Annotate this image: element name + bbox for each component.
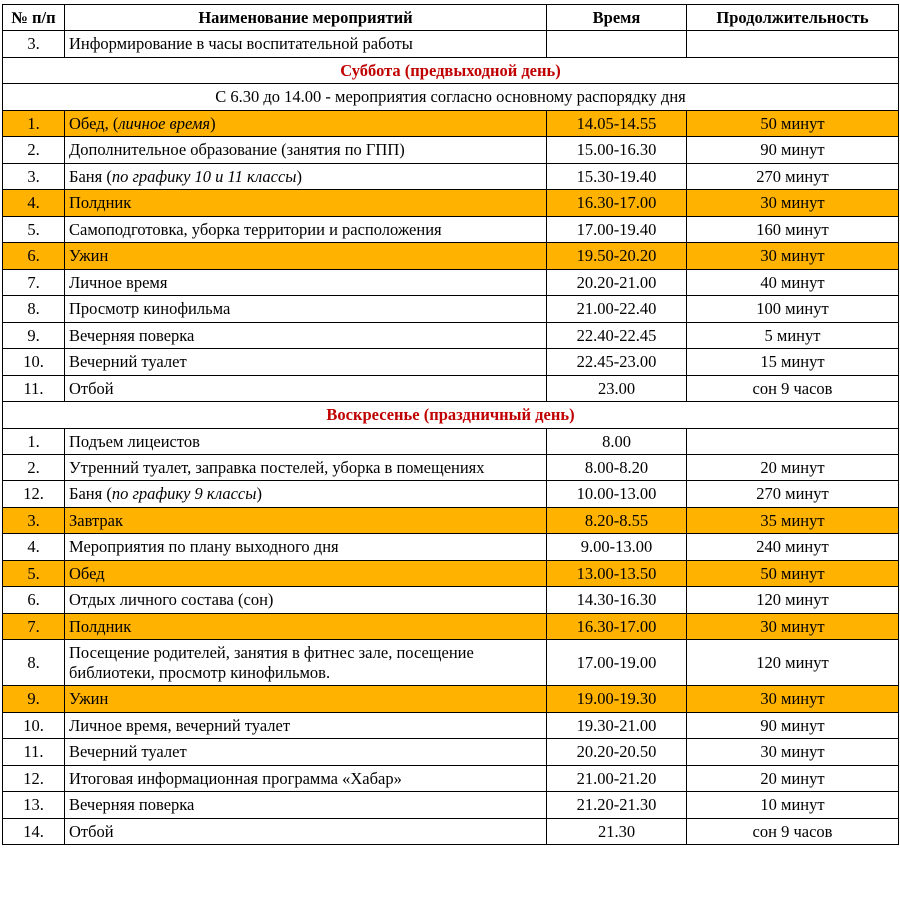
activity-name: Подъем лицеистов [65,428,547,454]
table-header-row [3,5,899,31]
activity-duration: 160 минут [687,216,899,242]
activity-duration: 40 минут [687,269,899,295]
activity-name: Информирование в часы воспитательной работы [65,31,547,57]
activity-name-note: личное время [118,113,211,133]
activity-duration: 90 минут [687,137,899,163]
row-number: 6. [3,587,65,613]
row-number: 8. [3,296,65,322]
activity-duration: 50 минут [687,560,899,586]
activity-name: Отбой [65,375,547,401]
table-row [3,322,899,348]
activity-duration: 240 минут [687,534,899,560]
activity-name-note: по графику 10 и 11 классы [111,166,297,186]
table-row [3,534,899,560]
activity-name: Полдник [65,613,547,639]
table-row [3,587,899,613]
row-number: 3. [3,163,65,189]
activity-duration: 270 минут [687,163,899,189]
row-number: 7. [3,613,65,639]
activity-name: Ужин [65,243,547,269]
row-number: 2. [3,137,65,163]
activity-time: 8.00 [547,428,687,454]
activity-name: Баня (по графику 9 классы) [65,481,547,507]
activity-time: 23.00 [547,375,687,401]
activity-time: 19.50-20.20 [547,243,687,269]
activity-duration: 20 минут [687,765,899,791]
activity-duration: 100 минут [687,296,899,322]
activity-time: 14.30-16.30 [547,587,687,613]
activity-name: Ужин [65,686,547,712]
activity-name: Завтрак [65,507,547,533]
table-row [3,454,899,480]
row-number: 10. [3,349,65,375]
activity-duration: 30 минут [687,686,899,712]
row-number: 3. [3,31,65,57]
activity-time: 16.30-17.00 [547,613,687,639]
row-number: 12. [3,765,65,791]
activity-time: 22.40-22.45 [547,322,687,348]
activity-time: 10.00-13.00 [547,481,687,507]
activity-time: 17.00-19.40 [547,216,687,242]
activity-duration: 15 минут [687,349,899,375]
row-number: 10. [3,712,65,738]
day-heading-text: Воскресенье (праздничный день) [3,402,899,428]
activity-duration [687,31,899,57]
activity-name: Просмотр кинофильма [65,296,547,322]
activity-name: Полдник [65,190,547,216]
activity-name: Вечерний туалет [65,349,547,375]
table-row [3,110,899,136]
row-number: 3. [3,507,65,533]
activity-name: Отбой [65,818,547,844]
activity-name: Мероприятия по плану выходного дня [65,534,547,560]
column-header-time: Время [547,5,687,31]
row-number: 13. [3,792,65,818]
row-number: 14. [3,818,65,844]
activity-time: 21.30 [547,818,687,844]
row-number: 11. [3,375,65,401]
activity-duration: 120 минут [687,587,899,613]
row-number: 1. [3,428,65,454]
activity-time: 19.00-19.30 [547,686,687,712]
activity-time: 8.00-8.20 [547,454,687,480]
activity-time: 21.20-21.30 [547,792,687,818]
activity-time: 17.00-19.00 [547,640,687,686]
table-row [3,686,899,712]
row-number: 12. [3,481,65,507]
activity-name: Посещение родителей, занятия в фитнес зале, посещение библиотеки, просмотр кинофильмов. [65,640,547,686]
table-row [3,349,899,375]
activity-name: Личное время, вечерний туалет [65,712,547,738]
activity-duration: 120 минут [687,640,899,686]
table-body [3,31,899,845]
activity-time: 15.00-16.30 [547,137,687,163]
activity-time: 21.00-21.20 [547,765,687,791]
activity-name: Вечерняя поверка [65,322,547,348]
activity-name: Вечерняя поверка [65,792,547,818]
activity-name: Дополнительное образование (занятия по ГПП) [65,137,547,163]
table-row [3,739,899,765]
table-row [3,712,899,738]
row-number: 5. [3,560,65,586]
table-row [3,640,899,686]
row-number: 11. [3,739,65,765]
table-row [3,481,899,507]
column-header-number: № п/п [3,5,65,31]
activity-duration: 30 минут [687,190,899,216]
row-number: 8. [3,640,65,686]
table-row [3,216,899,242]
table-row [3,31,899,57]
activity-name: Личное время [65,269,547,295]
activity-name: Утренний туалет, заправка постелей, уборка в помещениях [65,454,547,480]
row-number: 7. [3,269,65,295]
row-number: 1. [3,110,65,136]
table-row [3,818,899,844]
activity-duration: 30 минут [687,613,899,639]
schedule-table [2,4,899,845]
table-row [3,375,899,401]
day-heading-row [3,402,899,428]
activity-name: Обед, (личное время) [65,110,547,136]
activity-time: 8.20-8.55 [547,507,687,533]
row-number: 4. [3,534,65,560]
row-number: 5. [3,216,65,242]
activity-time: 9.00-13.00 [547,534,687,560]
table-row [3,163,899,189]
table-row [3,296,899,322]
table-row [3,792,899,818]
activity-time: 21.00-22.40 [547,296,687,322]
row-number: 9. [3,686,65,712]
activity-duration: 90 минут [687,712,899,738]
activity-name: Итоговая информационная программа «Хабар» [65,765,547,791]
table-row [3,613,899,639]
activity-time [547,31,687,57]
table-row [3,428,899,454]
activity-duration: 30 минут [687,243,899,269]
activity-duration: 50 минут [687,110,899,136]
activity-duration: 30 минут [687,739,899,765]
activity-duration [687,428,899,454]
table-row [3,507,899,533]
row-number: 6. [3,243,65,269]
table-row [3,137,899,163]
activity-duration: 270 минут [687,481,899,507]
row-number: 2. [3,454,65,480]
row-number: 4. [3,190,65,216]
activity-time: 22.45-23.00 [547,349,687,375]
day-heading-text: Суббота (предвыходной день) [3,57,899,83]
activity-duration: 35 минут [687,507,899,533]
activity-duration: 20 минут [687,454,899,480]
table-row [3,190,899,216]
activity-name-note: по графику 9 классы [111,484,257,504]
activity-time: 16.30-17.00 [547,190,687,216]
activity-time: 20.20-21.00 [547,269,687,295]
column-header-name: Наименование мероприятий [65,5,547,31]
table-row [3,765,899,791]
table-row [3,243,899,269]
activity-duration: сон 9 часов [687,375,899,401]
activity-name: Вечерний туалет [65,739,547,765]
note-row [3,84,899,110]
day-heading-row [3,57,899,83]
activity-time: 15.30-19.40 [547,163,687,189]
activity-name: Отдых личного состава (сон) [65,587,547,613]
activity-name: Обед [65,560,547,586]
activity-name: Самоподготовка, уборка территории и расположения [65,216,547,242]
activity-time: 20.20-20.50 [547,739,687,765]
column-header-duration: Продолжительность [687,5,899,31]
table-row [3,560,899,586]
activity-duration: 10 минут [687,792,899,818]
activity-time: 13.00-13.50 [547,560,687,586]
activity-duration: сон 9 часов [687,818,899,844]
activity-time: 19.30-21.00 [547,712,687,738]
row-number: 9. [3,322,65,348]
activity-time: 14.05-14.55 [547,110,687,136]
table-row [3,269,899,295]
activity-duration: 5 минут [687,322,899,348]
activity-name: Баня (по графику 10 и 11 классы) [65,163,547,189]
note-text: С 6.30 до 14.00 - мероприятия согласно основному распорядку дня [3,84,899,110]
